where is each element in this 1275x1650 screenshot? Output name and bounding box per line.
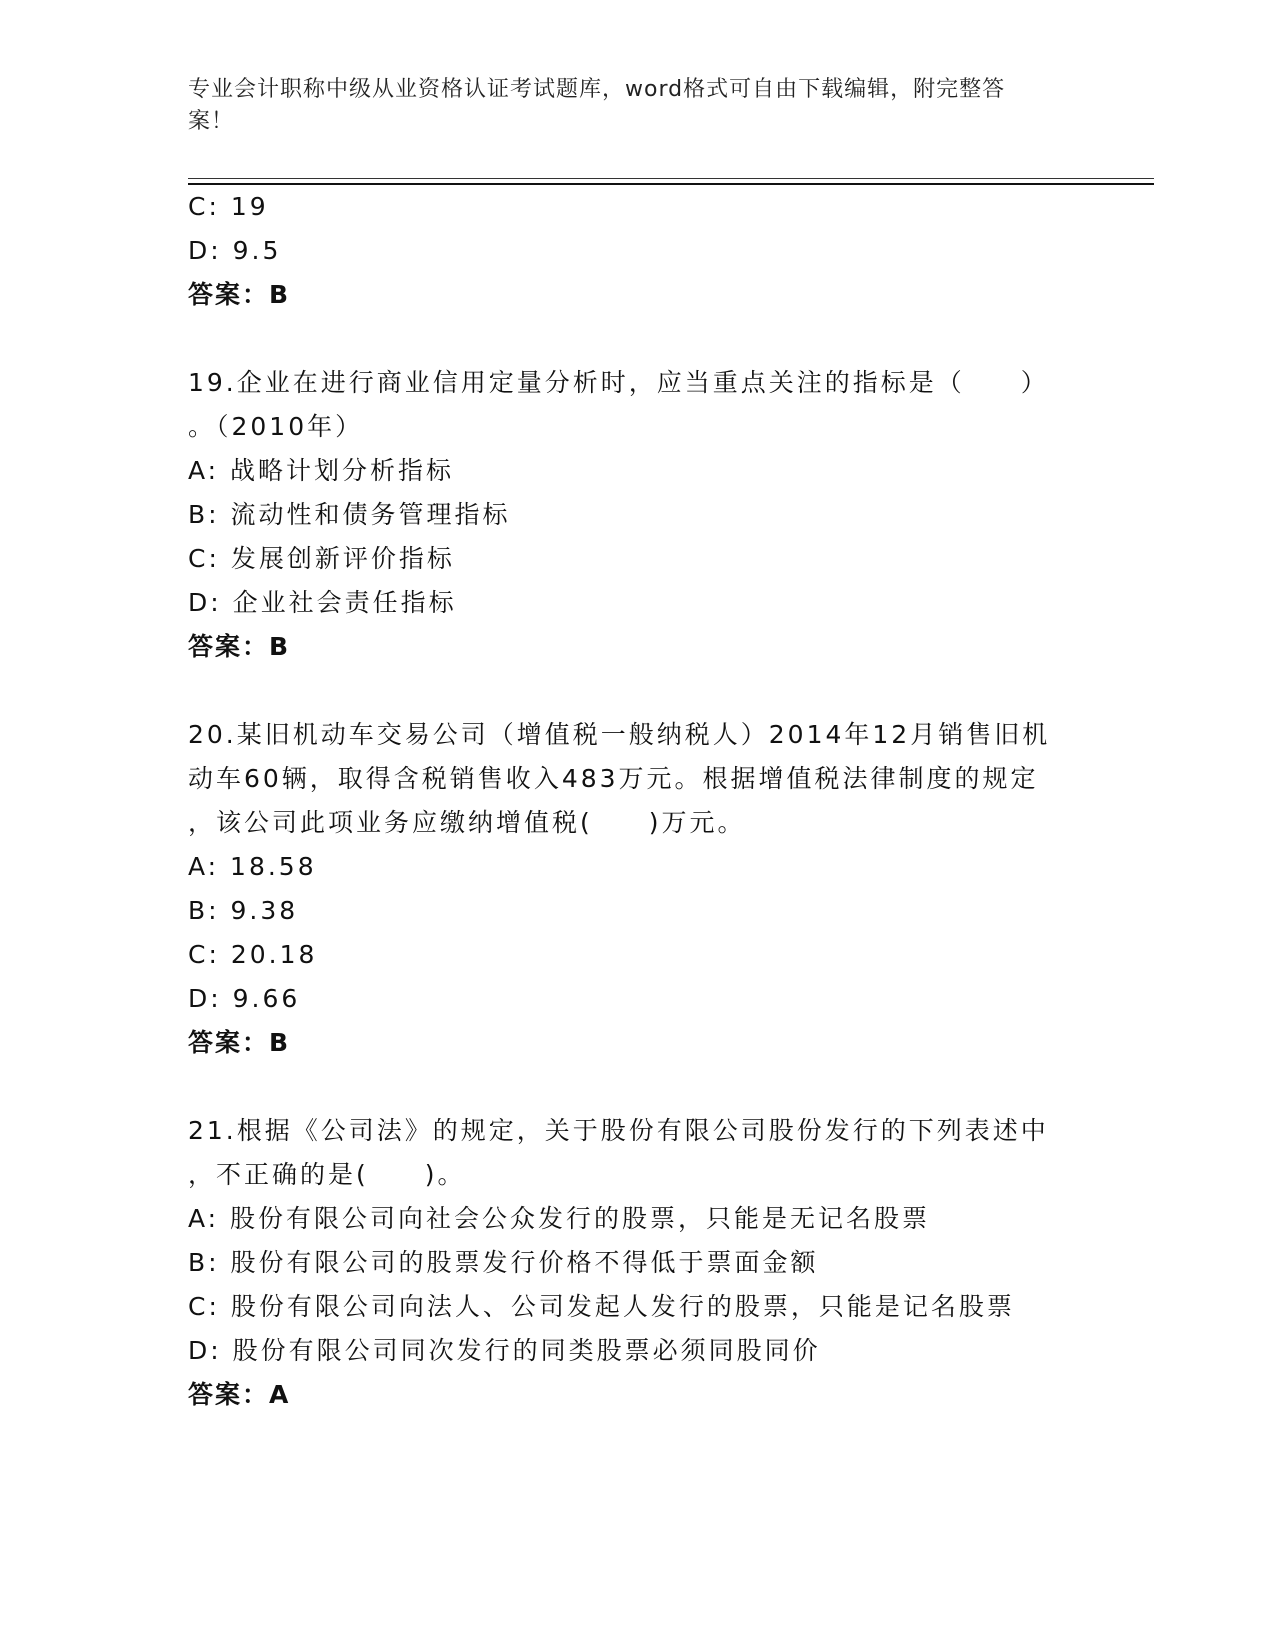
q18-option-d: D: 9.5	[188, 236, 282, 265]
q19-option-b: B: 流动性和债务管理指标	[188, 500, 511, 529]
header-rule-thin	[188, 178, 1154, 179]
q19-option-d: D: 企业社会责任指标	[188, 588, 457, 617]
q21-stem-line-1: 21.根据《公司法》的规定，关于股份有限公司股份发行的下列表述中	[188, 1116, 1049, 1145]
q20-option-c: C: 20.18	[188, 940, 318, 969]
q21-stem-line-2: ，不正确的是( )。	[188, 1160, 466, 1189]
header-rule-thick	[188, 183, 1154, 185]
q20-stem-line-1: 20.某旧机动车交易公司（增值税一般纳税人）2014年12月销售旧机	[188, 720, 1051, 749]
q19-stem-line-2: 。（2010年）	[188, 412, 364, 441]
q19-stem-line-1: 19.企业在进行商业信用定量分析时，应当重点关注的指标是（ ）	[188, 368, 1049, 397]
q18-option-c: C: 19	[188, 192, 269, 221]
q21-answer: 答案：A	[188, 1380, 291, 1409]
q20-stem-line-3: ，该公司此项业务应缴纳增值税( )万元。	[188, 808, 746, 837]
q21-option-d: D: 股份有限公司同次发行的同类股票必须同股同价	[188, 1336, 821, 1365]
q21-option-a: A: 股份有限公司向社会公众发行的股票，只能是无记名股票	[188, 1204, 931, 1233]
q18-answer: 答案：B	[188, 280, 291, 309]
header-title-line-1: 专业会计职称中级从业资格认证考试题库，word格式可自由下载编辑，附完整答	[188, 77, 1006, 102]
q21-option-c: C: 股份有限公司向法人、公司发起人发行的股票，只能是记名股票	[188, 1292, 1015, 1321]
header-title-line-2: 案！	[188, 109, 235, 134]
q20-option-d: D: 9.66	[188, 984, 301, 1013]
q20-answer: 答案：B	[188, 1028, 291, 1057]
q19-answer: 答案：B	[188, 632, 291, 661]
q21-option-b: B: 股份有限公司的股票发行价格不得低于票面金额	[188, 1248, 819, 1277]
q19-option-c: C: 发展创新评价指标	[188, 544, 455, 573]
q20-stem-line-2: 动车60辆，取得含税销售收入483万元。根据增值税法律制度的规定	[188, 764, 1039, 793]
q20-option-a: A: 18.58	[188, 852, 317, 881]
q20-option-b: B: 9.38	[188, 896, 299, 925]
page-header	[188, 74, 1068, 138]
q19-option-a: A: 战略计划分析指标	[188, 456, 455, 485]
